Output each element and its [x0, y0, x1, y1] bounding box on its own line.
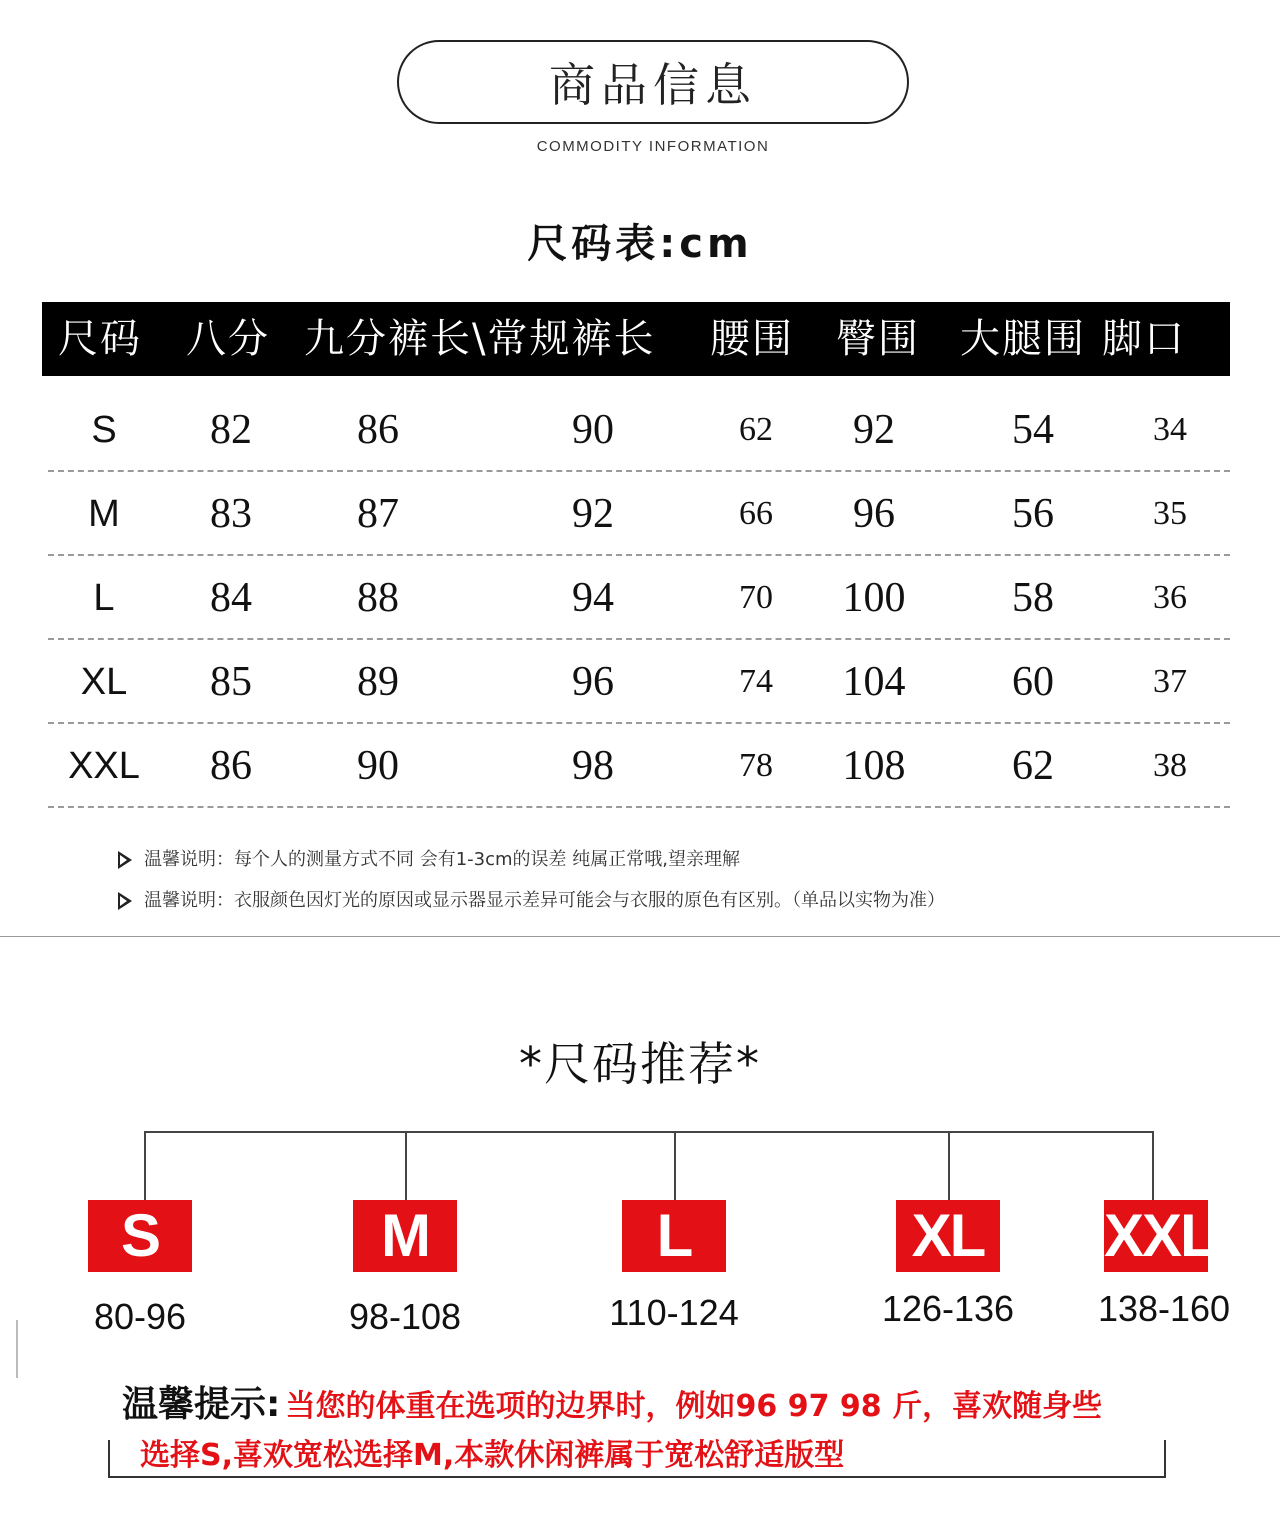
table-cell: 96 — [572, 659, 614, 705]
tip-label: 温馨提示: — [122, 1384, 281, 1425]
table-cell-size: M — [88, 493, 120, 535]
tip-text-2: 选择S,喜欢宽松选择M,本款休闲裤属于宽松舒适版型 — [140, 1438, 845, 1473]
connector-branch — [674, 1131, 676, 1201]
connector-line — [144, 1131, 1153, 1133]
triangle-bullet-icon — [118, 892, 132, 910]
triangle-bullet-icon — [118, 851, 132, 869]
table-cell: 85 — [210, 659, 252, 705]
table-row — [48, 388, 1230, 472]
table-cell: 98 — [572, 743, 614, 789]
table-cell: 104 — [842, 659, 906, 705]
table-cell: 56 — [1012, 491, 1054, 537]
connector-branch — [948, 1131, 950, 1201]
column-header-cropped-length: 八分 — [186, 316, 270, 362]
note-color: 温馨说明：衣服颜色因灯光的原因或显示器显示差异可能会与衣服的原色有区别。（单品以实物为准） — [118, 886, 945, 912]
table-cell: 83 — [210, 491, 252, 537]
table-cell: 66 — [739, 495, 773, 532]
column-header-thigh: 大腿围 — [960, 316, 1086, 362]
table-cell: 36 — [1153, 579, 1187, 616]
table-cell: 108 — [842, 743, 906, 789]
size-badge: M — [353, 1200, 457, 1272]
table-cell-size: L — [93, 577, 115, 619]
table-cell: 84 — [210, 575, 252, 621]
weight-range: 126-136 — [881, 1288, 1015, 1329]
column-header-hem: 脚口 — [1102, 316, 1186, 362]
table-cell: 34 — [1153, 411, 1187, 448]
recommendation-title: *尺码推荐* — [519, 1037, 761, 1091]
table-cell: 90 — [357, 743, 399, 789]
size-badge: S — [88, 1200, 192, 1272]
table-cell-size: XXL — [68, 745, 140, 787]
table-cell: 62 — [739, 411, 773, 448]
weight-range: 110-124 — [609, 1292, 739, 1333]
table-cell-size: S — [91, 409, 117, 451]
connector-branch — [144, 1131, 146, 1201]
table-cell: 88 — [357, 575, 399, 621]
table-cell: 70 — [739, 579, 773, 616]
size-chart-title: 尺码表:cm — [527, 221, 753, 267]
table-row — [48, 640, 1230, 724]
table-cell: 96 — [853, 491, 895, 537]
table-cell: 58 — [1012, 575, 1054, 621]
table-row — [48, 556, 1230, 640]
table-cell: 94 — [572, 575, 614, 621]
note-measurement: 温馨说明：每个人的测量方式不同 会有1-3cm的误差 纯属正常哦,望亲理解 — [118, 845, 740, 871]
table-cell: 86 — [357, 407, 399, 453]
table-cell-size: XL — [80, 661, 128, 703]
table-cell: 92 — [853, 407, 895, 453]
section-subtitle: COMMODITY INFORMATION — [536, 138, 770, 155]
column-header-size: 尺码 — [58, 316, 142, 362]
table-cell: 74 — [739, 663, 773, 700]
table-cell: 82 — [210, 407, 252, 453]
section-title: 商品信息 — [549, 58, 757, 112]
table-cell: 37 — [1153, 663, 1187, 700]
column-header-hip: 臀围 — [836, 316, 920, 362]
table-cell: 100 — [842, 575, 906, 621]
table-row — [48, 472, 1230, 556]
size-badge: XL — [896, 1200, 1000, 1272]
size-badge: L — [622, 1200, 726, 1272]
table-cell: 89 — [357, 659, 399, 705]
table-cell: 35 — [1153, 495, 1187, 532]
column-header-waist: 腰围 — [710, 316, 794, 362]
table-cell: 90 — [572, 407, 614, 453]
section-header-pill — [397, 40, 909, 124]
table-cell: 92 — [572, 491, 614, 537]
table-row — [48, 724, 1230, 808]
weight-range: 138-160 — [1097, 1288, 1231, 1329]
table-cell: 60 — [1012, 659, 1054, 705]
connector-branch — [405, 1131, 407, 1201]
table-cell: 62 — [1012, 743, 1054, 789]
section-divider — [0, 936, 1280, 937]
table-cell: 86 — [210, 743, 252, 789]
size-table-header — [42, 302, 1230, 376]
tip-text-1: 当您的体重在选项的边界时，例如96 97 98 斤，喜欢随身些 — [285, 1389, 1103, 1424]
table-cell: 87 — [357, 491, 399, 537]
connector-branch — [1152, 1131, 1154, 1201]
table-cell: 38 — [1153, 747, 1187, 784]
table-cell: 54 — [1012, 407, 1054, 453]
size-badge: XXL — [1104, 1200, 1208, 1272]
weight-range: 80-96 — [93, 1296, 187, 1337]
side-mark — [16, 1320, 18, 1378]
tip-line-1 — [122, 1376, 1102, 1427]
tip-line-2 — [140, 1430, 844, 1474]
column-header-pant-length: 九分裤长\常规裤长 — [304, 316, 656, 362]
weight-range: 98-108 — [348, 1296, 462, 1337]
table-cell: 78 — [739, 747, 773, 784]
